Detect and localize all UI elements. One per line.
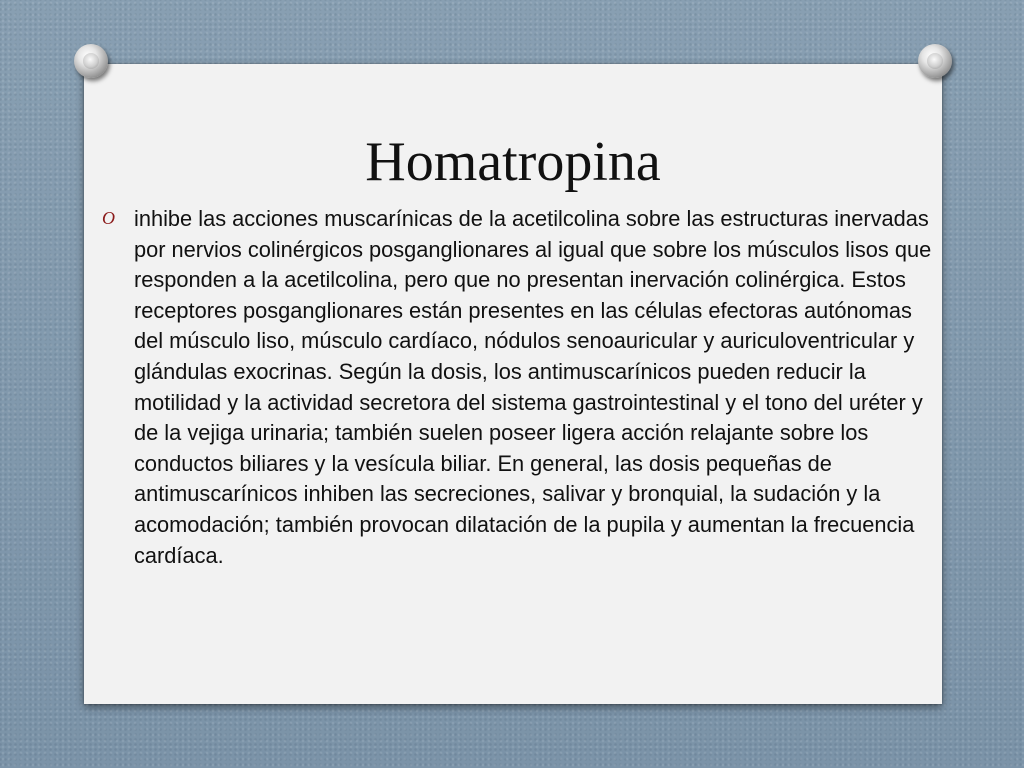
- pushpin-icon: [74, 44, 108, 78]
- bullet-text: inhibe las acciones muscarínicas de la acetilcolina sobre las estructuras inervadas por nervios colinérgicos posganglionares al igual que sobre los músculos lisos que responden a la acetilcolina, pero que no presentan inervación colinérgica. Estos receptores posganglionares están presentes en las células efectoras autónomas del músculo liso, músculo cardíaco, nódulos senoauricular y auriculoventricular y glándulas exocrinas. Según la dosis, los antimuscarínicos pueden reducir la motilidad y la actividad secretora del sistema gastrointestinal y el tono del uréter y de la vejiga urinaria; también suelen poseer ligera acción relajante sobre los conductos biliares y la vesícula biliar. En general, las dosis pequeñas de antimuscarínicos inhiben las secreciones, salivar y bronquial, la sudación y la acomodación; también provocan dilatación de la pupila y aumentan la frecuencia cardíaca.: [134, 206, 932, 568]
- slide-title: Homatropina: [365, 131, 661, 193]
- slide-card: [84, 64, 942, 704]
- bullet-marker-icon: O: [102, 208, 115, 228]
- pushpin-icon: [918, 44, 952, 78]
- bullet-item: [102, 204, 932, 571]
